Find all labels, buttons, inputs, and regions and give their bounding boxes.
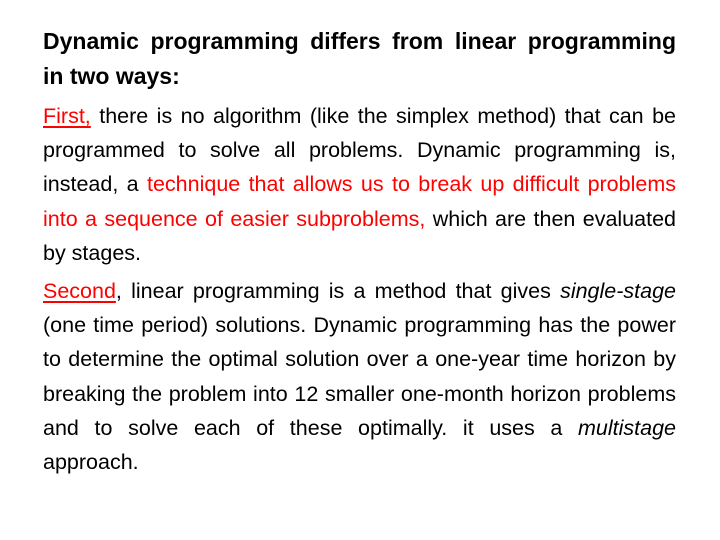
paragraph-second: [43, 274, 676, 479]
second-text-2: (one time period) solutions. Dynamic programming has the power to determine the optimal solution over a one-year time horizon by breaking the problem into 12 smaller one-month horizon problems and to solve each of these optimally. it uses a: [43, 313, 676, 440]
second-text-1: , linear programming is a method that gives: [115, 279, 561, 304]
first-text-1: there is no algorithm (like the simplex method) that can be programmed to solve all problems. Dynamic programming is, instead, a: [43, 104, 676, 197]
second-italic-1: single-stage: [560, 279, 676, 304]
paragraph-first: [43, 99, 676, 270]
slide-heading: Dynamic programming differs from linear programming in two ways:: [43, 28, 676, 89]
second-italic-2: multistage: [578, 415, 676, 440]
second-label: Second: [43, 279, 116, 304]
second-text-3: approach.: [43, 450, 139, 475]
first-label: First,: [43, 104, 91, 128]
slide-content: [43, 24, 676, 483]
first-text-2: which are then evaluated by stages.: [43, 206, 676, 265]
first-highlight: technique that allows us to break up difficult problems into a sequence of easier subproblems,: [43, 172, 676, 231]
